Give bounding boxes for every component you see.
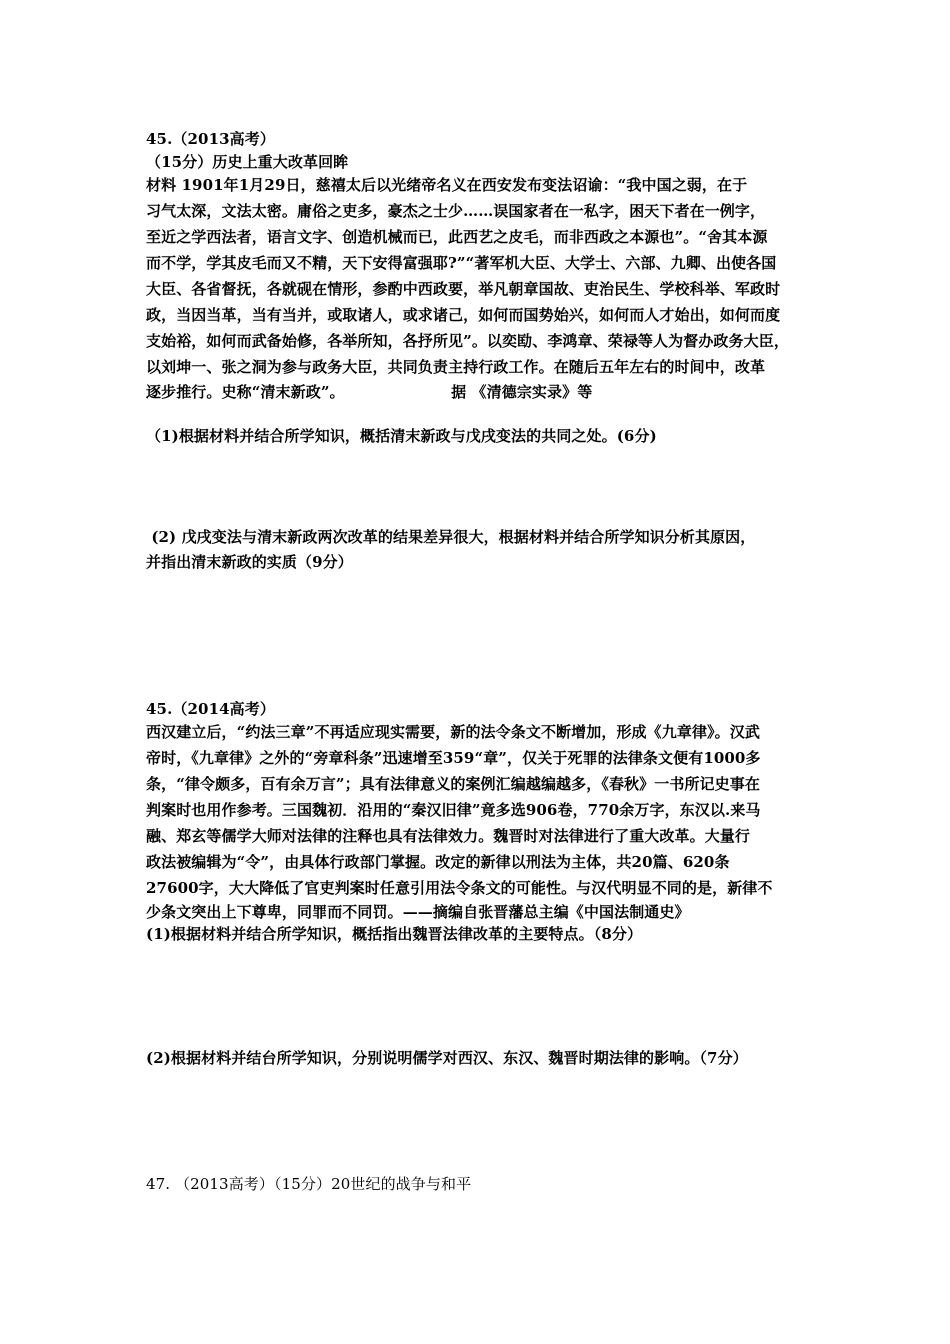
q1-material-line: 支始裕，如何而武备始修，各举所知，各抒所见”。以奕劻、李鸿章、荣禄等人为督办政务大臣，: [146, 332, 789, 350]
q1-subquestion-2: (2) 戊戌变法与清末新政两次改革的结果差异很大，根据材料并结合所学知识分析其原因，: [146, 528, 756, 546]
q2-material-line: 帝时，《九章律》之外的“旁章科条”迅速增至359“章”，仅关于死罪的法律条文便有1000多: [146, 749, 761, 767]
q3-header: 47. （2013高考）（15分）20世纪的战争与和平: [146, 1175, 472, 1193]
q2-material-line: 政法被编辑为“令”，由具体行政部门掌握。改定的新律以刑法为主体，共20篇、620条: [146, 853, 730, 871]
q1-material-line: 大臣、各省督抚，各就砚在情形，参酌中西政要，举凡朝章国故、吏治民生、学校科举、军政时: [146, 280, 781, 298]
q2-header: 45.（2014高考）: [146, 700, 275, 718]
q1-material-line: 材料 1901年1月29日，慈禧太后以光绪帝名义在西安发布变法诏谕：“我中国之弱，在于: [146, 176, 748, 194]
q2-material-line: 西汉建立后，“约法三章”不再适应现实需要，新的法令条文不断增加，形成《九章律》。汉武: [146, 723, 760, 741]
q1-material-line: 习气太深，文法太密。庸俗之吏多，豪杰之士少……误国家者在一私字，困天下者在一例字，: [146, 202, 766, 220]
q1-header: 45.（2013高考）: [146, 130, 275, 148]
q1-material-line: 至近之学西法者，语言文字、创造机械而已，此西艺之皮毛，而非西政之本源也”。“舍其本源: [146, 228, 768, 246]
q2-material-line: 判案时也用作参考。三国魏初．沿用的“秦汉旧律”竟多选906卷，770余万字，东汉以.来马: [146, 801, 761, 819]
q2-subquestion-1: (1)根据材料并结合所学知识，概括指出魏晋法律改革的主要特点。（8分）: [146, 925, 643, 943]
q2-subquestion-2: (2)根据材料并结台所学知识，分别说明儒学对西汉、东汉、魏晋时期法律的影响。（7分）: [146, 1049, 748, 1067]
q2-material-line: 27600字，大大降低了官吏判案时任意引用法令条文的可能性。与汉代明显不同的是，新律不: [146, 879, 773, 897]
q1-subquestion-1: （1)根据材料并结合所学知识，概括清末新政与戊戌变法的共同之处。(6分): [146, 427, 657, 445]
q1-material-line: 以刘坤一、张之洞为参与政务大臣，共同负责主持行政工作。在随后五年左右的时间中，改革: [146, 358, 766, 376]
q2-material-line: 融、郑玄等儒学大师对法律的注释也具有法律效力。魏晋时对法律进行了重大改革。大量行: [146, 827, 751, 845]
q1-subquestion-2: 并指出清末新政的实质（9分）: [146, 553, 353, 571]
q2-material-line: 少条文突出上下尊卑，同罪而不同罚。——摘编自张晋藩总主编《中国法制通史》: [146, 903, 690, 921]
q2-material-line: 条，“律令颇多，百有余万言”；具有法律意义的案例汇编越编越多，《春秋》一书所记史事在: [146, 775, 760, 793]
q1-material-line: 逐步推行。史称“清末新政”。 据 《清德宗实录》等: [146, 383, 593, 401]
q1-material-line: 政，当因当革，当有当并，或取诸人，或求诸己，如何而国势始兴，如何而人才始出，如何而度: [146, 306, 781, 324]
q1-material-line: 而不学，学其皮毛而又不精，天下安得富强耶?”“著军机大臣、大学士、六部、九卿、出使各国: [146, 254, 777, 272]
q1-subtitle: （15分）历史上重大改革回眸: [146, 153, 349, 171]
